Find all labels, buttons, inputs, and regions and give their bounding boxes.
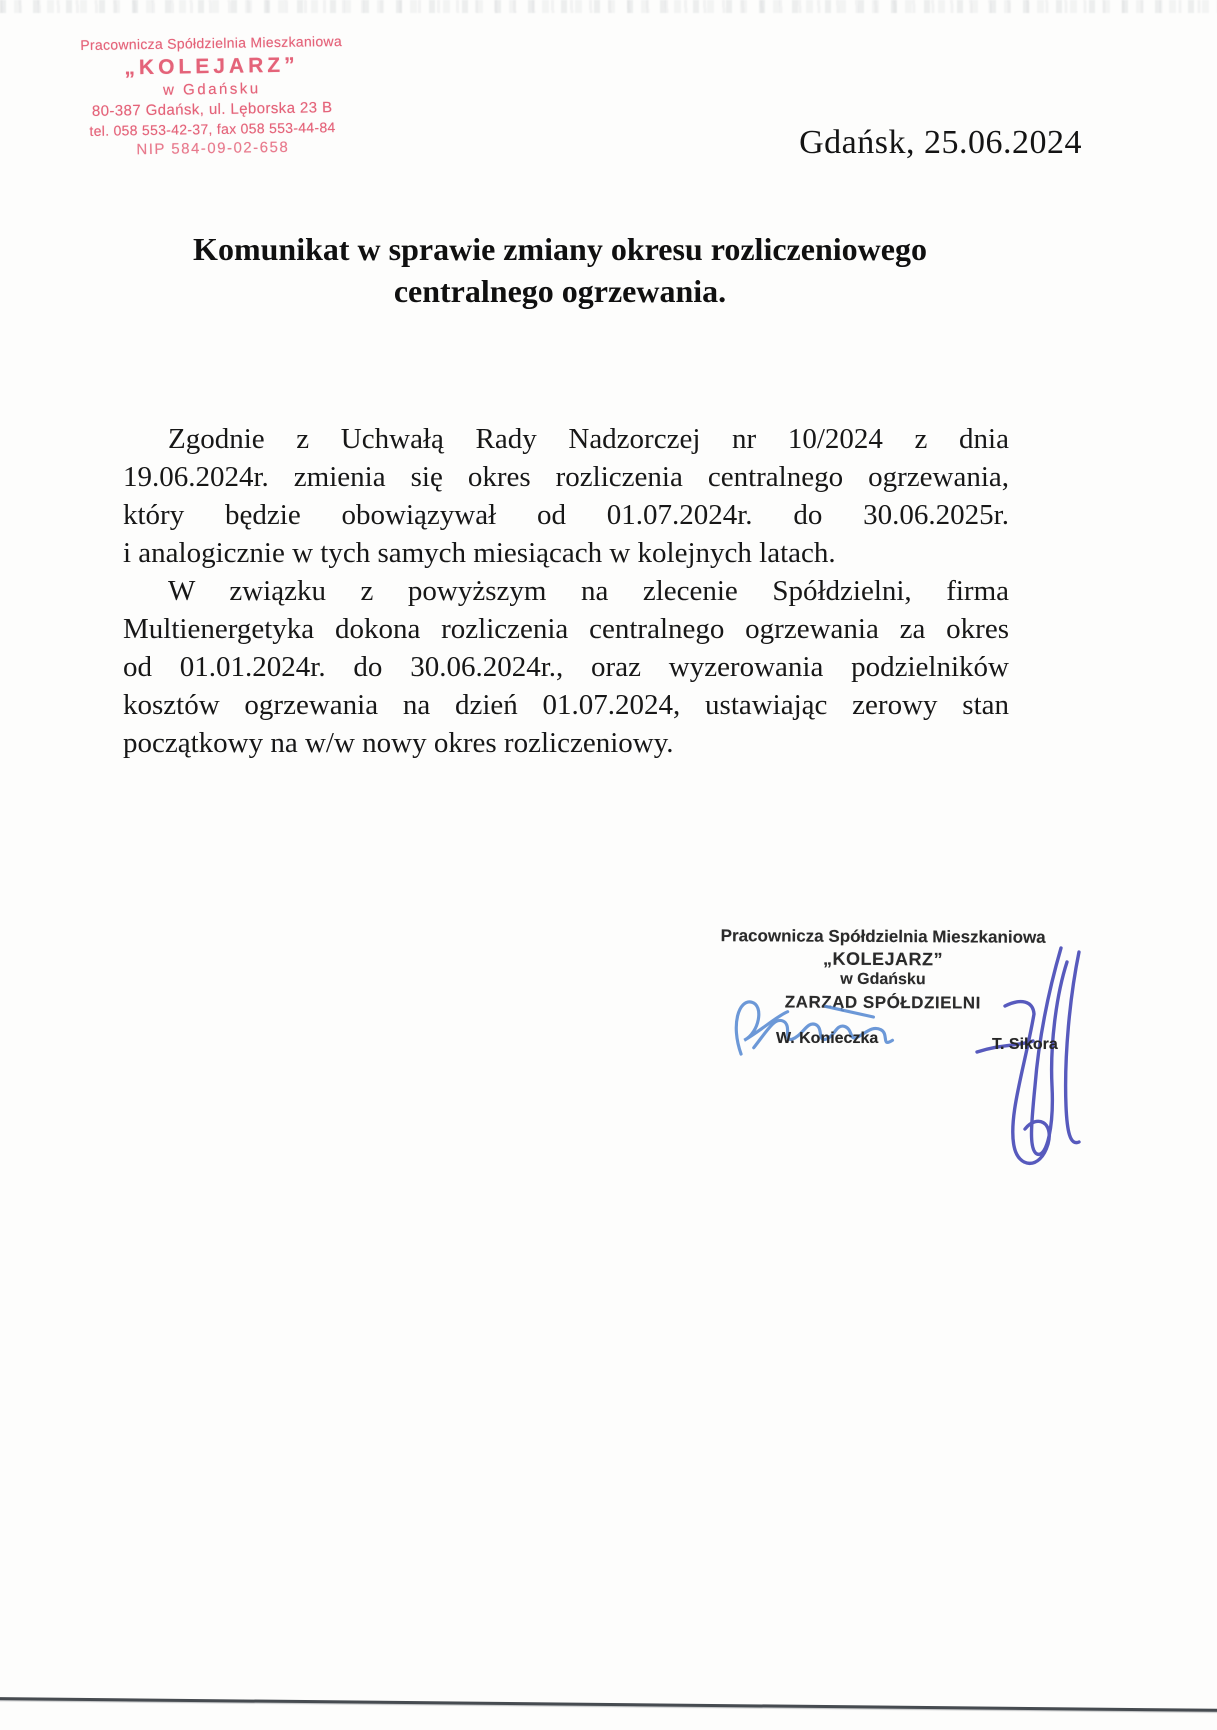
header-stamp-phone-line: tel. 058 553-42-37, fax 058 553-44-84 [89,119,336,139]
body-text [123,420,1009,762]
header-stamp-nip-line: NIP 584-09-02-658 [136,138,290,159]
footer-stamp-org-line: Pracownicza Spółdzielnia Mieszkaniowa [720,926,1046,947]
header-stamp-name-line: „KOLEJARZ” [124,53,299,80]
paragraph1-line: i analogicznie w tych samych miesiącach w kolejnych latach. [123,537,836,569]
header-stamp-address-line: 80-387 Gdańsk, ul. Lęborska 23 B [91,99,333,120]
header-red-stamp [59,32,365,162]
signature-ink-left [722,986,902,1066]
footer-stamp-city-line: w Gdańsku [840,970,926,989]
footer-stamp-board-line: ZARZĄD SPÓŁDZIELNI [784,992,981,1013]
signature-ink-right [973,946,1108,1186]
header-stamp-city-line: w Gdańsku [162,80,261,99]
document-title-line-1: Komunikat w sprawie zmiany okresu rozliczeniowego [193,231,927,267]
paragraph2-line: W związku z powyższym na zlecenie Spółdzielni, firma [168,575,1009,607]
paragraph1-line: 19.06.2024r. zmienia się okres rozliczenia centralnego ogrzewania, [123,461,1009,493]
document-title [0,228,1120,312]
paragraph2-line: Multienergetyka dokona rozliczenia centralnego ogrzewania za okres [123,613,1009,645]
scan-noise-band [0,0,1217,13]
date-line: Gdańsk, 25.06.2024 [799,124,1082,161]
paragraph2-line: od 01.01.2024r. do 30.06.2024r., oraz wyzerowania podzielników [123,651,1009,683]
scan-bottom-edge-line [0,1697,1217,1712]
paragraph2-line: kosztów ogrzewania na dzień 01.07.2024, ustawiając zerowy stan [123,689,1009,721]
footer-stamp-name-line: „KOLEJARZ” [822,948,944,970]
header-stamp-org-line: Pracownicza Spółdzielnia Mieszkaniowa [80,32,343,54]
paragraph1-line: który będzie obowiązywał od 01.07.2024r. do 30.06.2025r. [123,499,1009,531]
document-title-line-2: centralnego ogrzewania. [393,273,727,309]
signature-name-right: T. Sikora [992,1036,1058,1053]
signature-name-left: W. Konieczka [776,1030,879,1047]
paragraph2-line: początkowy na w/w nowy okres rozliczeniowy. [123,727,674,759]
paragraph1-line: Zgodnie z Uchwałą Rady Nadzorczej nr 10/2024 z dnia [168,423,1009,455]
